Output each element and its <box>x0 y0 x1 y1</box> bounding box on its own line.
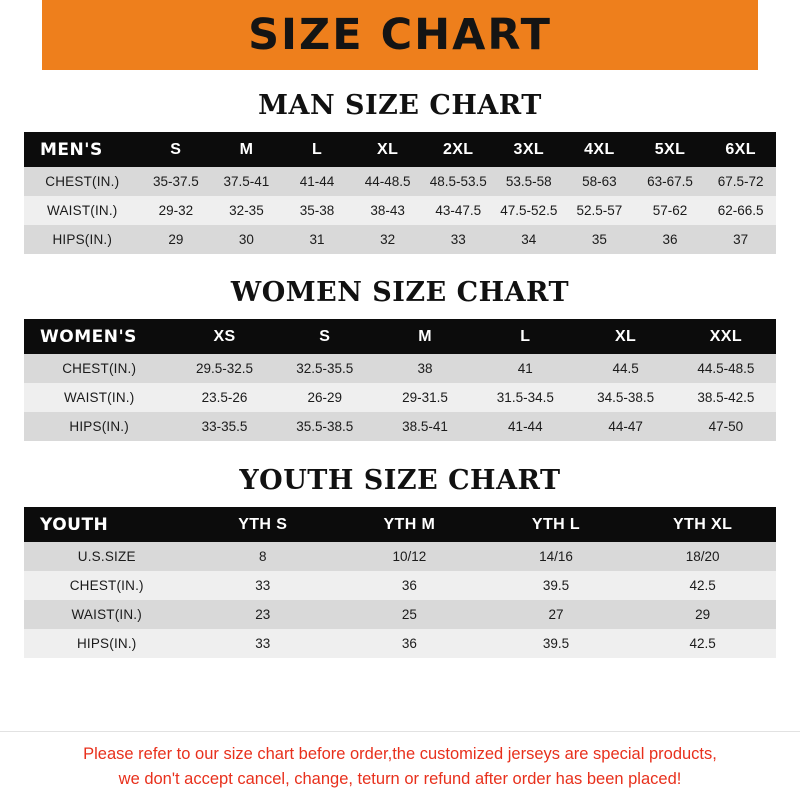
table-row <box>24 542 776 571</box>
table-cell: 36 <box>401 578 417 593</box>
table-cell: 35-37.5 <box>152 174 199 189</box>
man-table-wrap <box>0 132 800 254</box>
column-header: MEN'S <box>40 139 103 160</box>
column-header: 5XL <box>654 140 686 158</box>
table-cell: 44.5 <box>612 361 639 376</box>
row-header: HIPS(IN.) <box>76 636 137 651</box>
table-cell: 37 <box>733 232 749 247</box>
row-header: U.S.SIZE <box>77 549 136 564</box>
column-header: XXL <box>709 327 743 345</box>
table-row <box>24 600 776 629</box>
women-table-wrap <box>0 319 800 441</box>
footer-divider <box>0 731 800 732</box>
table-cell: 41-44 <box>299 174 335 189</box>
table-cell: 34.5-38.5 <box>597 390 655 405</box>
banner-right-notch <box>758 0 800 70</box>
page-title: SIZE CHART <box>248 10 552 60</box>
header-banner <box>0 0 800 70</box>
table-cell: 35.5-38.5 <box>296 419 354 434</box>
table-cell: 29.5-32.5 <box>196 361 254 376</box>
row-header: CHEST(IN.) <box>62 361 137 376</box>
table-cell: 31 <box>309 232 325 247</box>
table-cell: 42.5 <box>689 636 716 651</box>
row-header: WAIST(IN.) <box>71 607 142 622</box>
section-title-youth: YOUTH SIZE CHART <box>239 465 561 496</box>
row-header: WAIST(IN.) <box>47 203 118 218</box>
table-cell: 38.5-42.5 <box>697 390 755 405</box>
column-header: 3XL <box>513 140 545 158</box>
table-cell: 29 <box>168 232 184 247</box>
footer-note-line-1: Please refer to our size chart before order,the customized jerseys are special products, <box>83 745 717 763</box>
table-cell: 52.5-57 <box>576 203 623 218</box>
column-header: YTH M <box>383 515 436 533</box>
column-header: YTH S <box>238 515 288 533</box>
table-cell: 53.5-58 <box>505 174 552 189</box>
row-header: CHEST(IN.) <box>69 578 144 593</box>
table-cell: 32-35 <box>229 203 264 218</box>
table-cell: 30 <box>238 232 254 247</box>
women-size-table <box>24 319 776 441</box>
column-header: S <box>170 140 182 158</box>
table-header-row <box>24 507 776 542</box>
table-row <box>24 354 776 383</box>
table-cell: 47.5-52.5 <box>500 203 558 218</box>
column-header: L <box>520 327 531 345</box>
table-cell: 67.5-72 <box>717 174 764 189</box>
table-cell: 35-38 <box>299 203 335 218</box>
table-cell: 34 <box>521 232 537 247</box>
row-header: HIPS(IN.) <box>52 232 113 247</box>
table-cell: 29 <box>695 607 711 622</box>
table-cell: 44.5-48.5 <box>697 361 755 376</box>
table-cell: 38-43 <box>370 203 405 218</box>
table-row <box>24 412 776 441</box>
column-header: 6XL <box>725 140 756 158</box>
table-header-row <box>24 132 776 167</box>
table-cell: 31.5-34.5 <box>496 390 554 405</box>
table-cell: 8 <box>258 549 267 564</box>
table-cell: 10/12 <box>392 549 427 564</box>
row-header: WAIST(IN.) <box>63 390 135 405</box>
table-cell: 26-29 <box>307 390 343 405</box>
table-cell: 44-48.5 <box>364 174 411 189</box>
table-cell: 38 <box>417 361 433 376</box>
table-cell: 37.5-41 <box>223 174 270 189</box>
column-header: S <box>319 327 331 345</box>
table-cell: 27 <box>548 607 564 622</box>
table-cell: 62-66.5 <box>717 203 764 218</box>
column-header: 2XL <box>442 140 474 158</box>
table-cell: 57-62 <box>652 203 688 218</box>
table-cell: 39.5 <box>542 636 570 651</box>
section-title-women: WOMEN SIZE CHART <box>230 277 570 308</box>
table-cell: 23 <box>255 607 271 622</box>
table-cell: 58-63 <box>582 174 617 189</box>
table-cell: 32 <box>380 232 396 247</box>
column-header: YTH XL <box>672 515 733 533</box>
column-header: L <box>311 140 323 158</box>
column-header: XL <box>377 140 399 158</box>
table-cell: 47-50 <box>708 419 744 434</box>
youth-size-table <box>24 507 776 658</box>
youth-table-wrap <box>0 507 800 658</box>
table-cell: 48.5-53.5 <box>429 174 487 189</box>
table-row <box>24 225 776 254</box>
table-row <box>24 196 776 225</box>
table-cell: 43-47.5 <box>435 203 482 218</box>
table-cell: 33-35.5 <box>201 419 248 434</box>
table-cell: 25 <box>401 607 417 622</box>
table-cell: 33 <box>255 636 271 651</box>
footer-note <box>0 742 800 792</box>
table-cell: 14/16 <box>539 549 573 564</box>
table-cell: 41 <box>517 361 533 376</box>
table-header-row <box>24 319 776 354</box>
column-header: YTH L <box>531 515 581 533</box>
table-cell: 44-47 <box>608 419 643 434</box>
table-row <box>24 629 776 658</box>
column-header: YOUTH <box>40 514 109 535</box>
table-cell: 41-44 <box>508 419 543 434</box>
table-cell: 38.5-41 <box>402 419 448 434</box>
column-header: WOMEN'S <box>40 326 137 347</box>
table-row <box>24 571 776 600</box>
column-header: M <box>418 327 432 345</box>
table-cell: 42.5 <box>689 578 716 593</box>
table-cell: 32.5-35.5 <box>296 361 354 376</box>
column-header: XS <box>213 327 236 345</box>
table-cell: 33 <box>450 232 466 247</box>
table-cell: 29-32 <box>158 203 194 218</box>
banner-left-notch <box>0 0 42 70</box>
table-cell: 35 <box>591 232 607 247</box>
footer-note-line-2: we don't accept cancel, change, teturn or refund after order has been placed! <box>118 770 682 788</box>
table-cell: 63-67.5 <box>647 174 693 189</box>
table-cell: 18/20 <box>685 549 720 564</box>
table-cell: 36 <box>401 636 417 651</box>
table-cell: 33 <box>255 578 271 593</box>
man-size-table <box>24 132 776 254</box>
table-row <box>24 383 776 412</box>
row-header: HIPS(IN.) <box>69 419 129 434</box>
column-header: M <box>239 140 254 158</box>
table-cell: 36 <box>662 232 678 247</box>
section-title-man: MAN SIZE CHART <box>258 90 542 121</box>
table-cell: 29-31.5 <box>402 390 448 405</box>
table-cell: 39.5 <box>542 578 570 593</box>
column-header: 4XL <box>584 140 615 158</box>
column-header: XL <box>614 327 637 345</box>
row-header: CHEST(IN.) <box>45 174 120 189</box>
table-row <box>24 167 776 196</box>
table-cell: 23.5-26 <box>201 390 248 405</box>
